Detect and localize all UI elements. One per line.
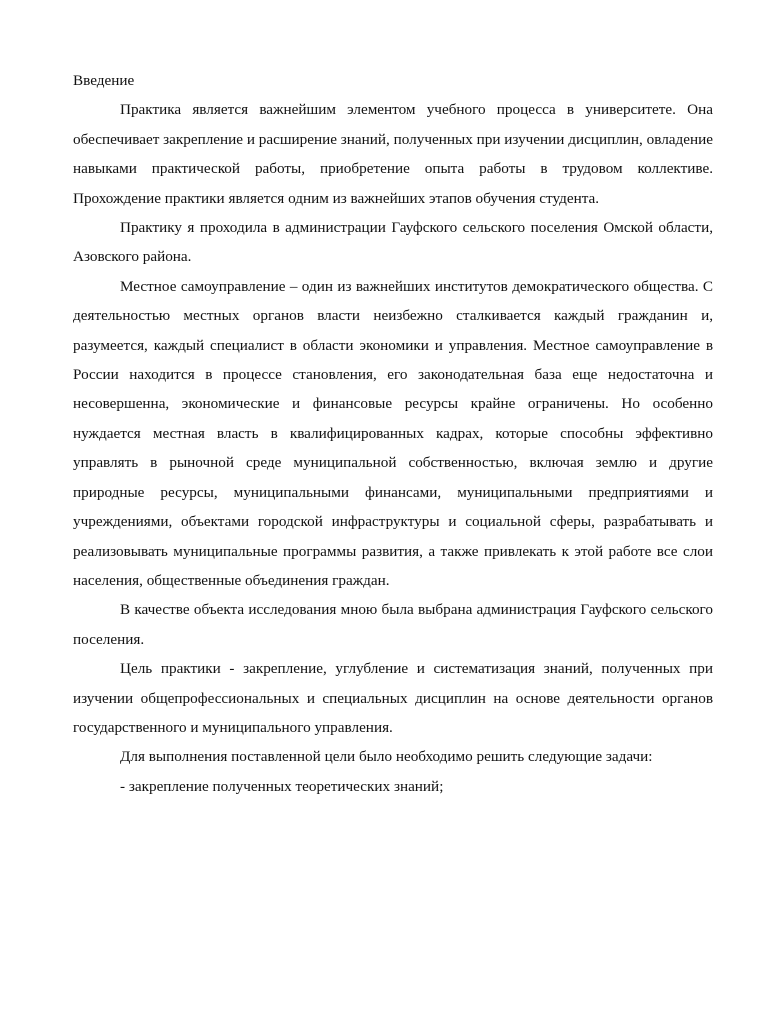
paragraph-local-government: Местное самоуправление – один из важнейших институтов демократического общества. С деятельностью местных органов власти неизбежно сталкивается каждый гражданин и, разумеется, каждый специалист в области экономики и управления. Местное самоуправление в России находится в процессе становления, его законодательная база еще недостаточна и несовершенна, экономические и финансовые ресурсы крайне ограничены. Но особенно нуждается местная власть в квалифицированных кадрах, которые способны эффективно управлять в рыночной среде муниципальной собственностью, включая землю и другие природные ресурсы, муниципальными финансами, муниципальными предприятиями и учреждениями, объектами городской инфраструктуры и социальной сферы, разрабатывать и реализовывать муниципальные программы развития, а также привлекать к этой работе все слои населения, общественные объединения граждан.: [73, 277, 713, 589]
paragraph-tasks-intro: Для выполнения поставленной цели было необходимо решить следующие задачи:: [120, 748, 653, 766]
paragraph-task-item: - закрепление полученных теоретических знаний;: [120, 777, 444, 795]
paragraph-practice-location: Практику я проходила в администрации Гауфского сельского поселения Омской области, Азовского района.: [73, 219, 713, 266]
paragraph-practice-role: Практика является важнейшим элементом учебного процесса в университете. Она обеспечивает закрепление и расширение знаний, полученных при изучении дисциплин, овладение навыками практической работы, приобретение опыта работы в трудовом коллективе. Прохождение практики является одним из важнейших этапов обучения студента.: [73, 101, 713, 207]
paragraph-practice-goal: Цель практики - закрепление, углубление и систематизация знаний, полученных при изучении общепрофессиональных и специальных дисциплин на основе деятельности органов государственного и муниципального управления.: [73, 660, 713, 736]
section-heading: Введение: [73, 72, 135, 89]
document-page: [73, 66, 713, 801]
paragraph-research-object: В качестве объекта исследования мною была выбрана администрация Гауфского сельского поселения.: [73, 601, 713, 648]
